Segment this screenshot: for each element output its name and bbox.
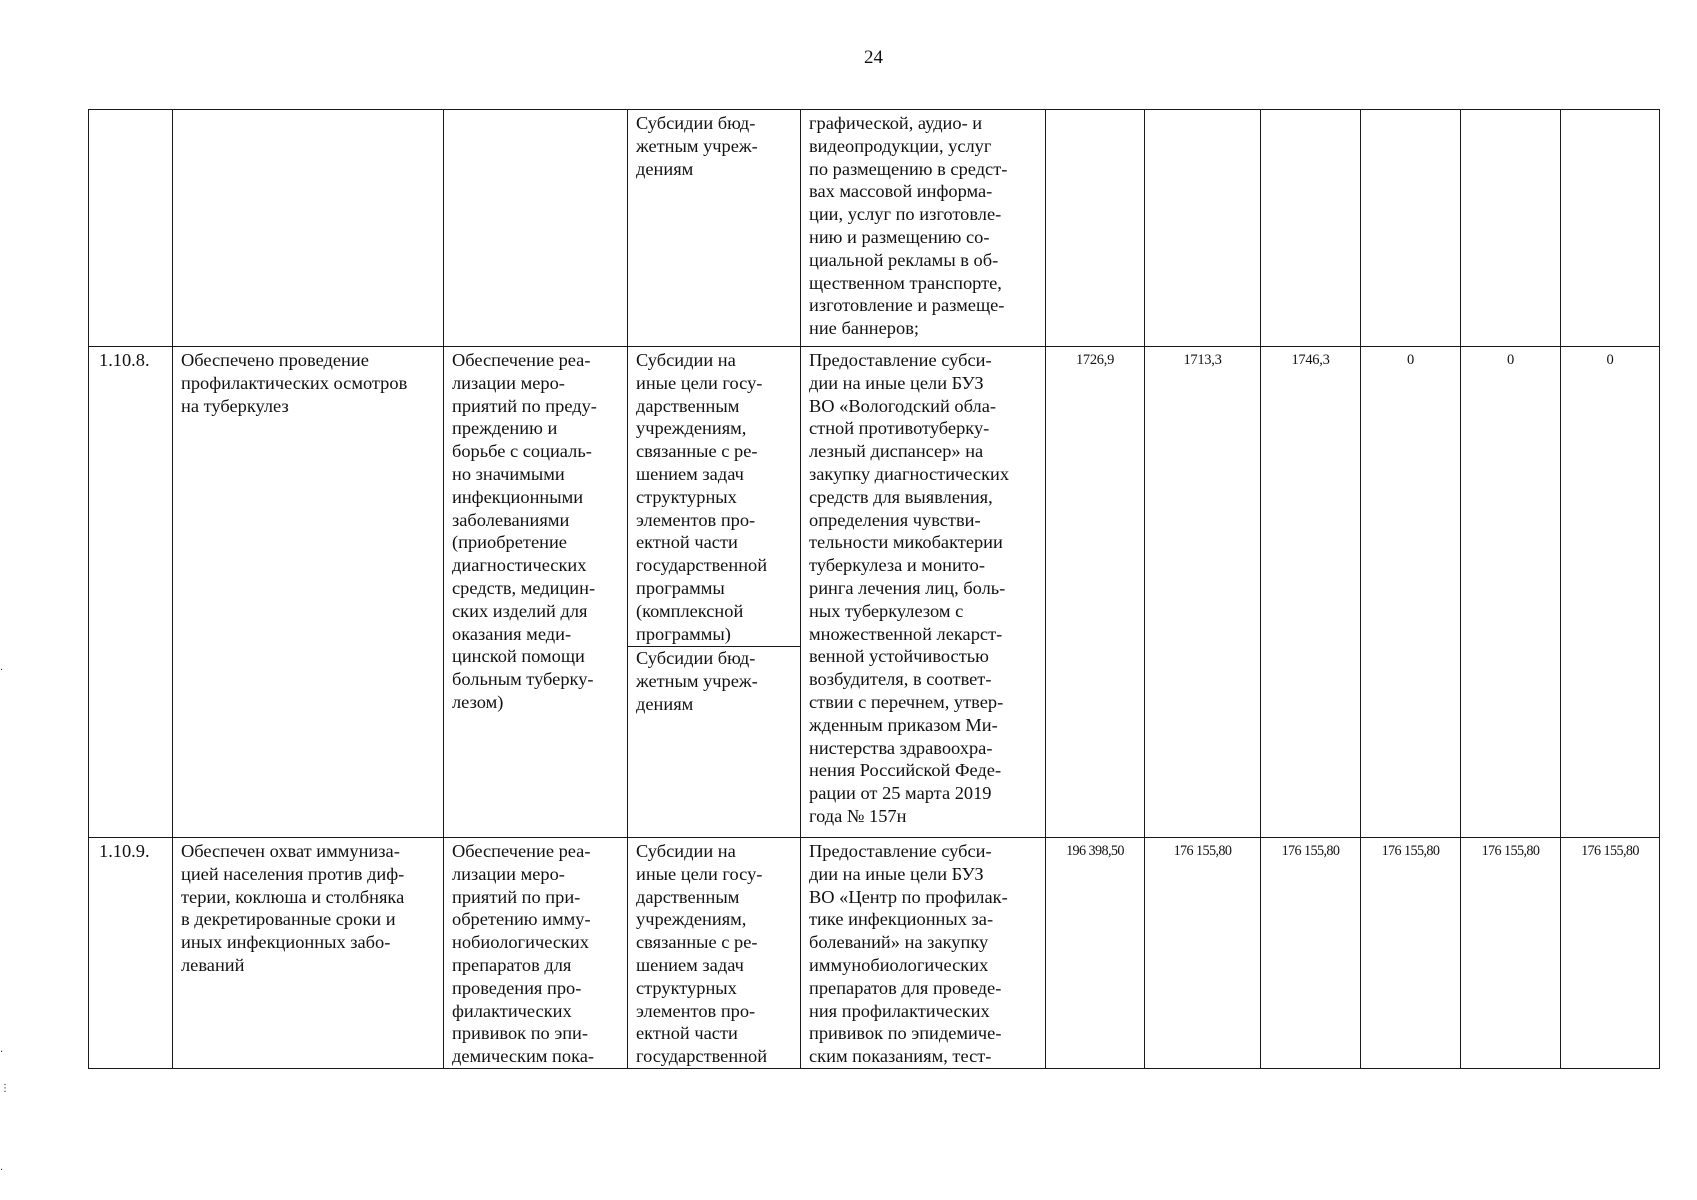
text-line: леваний — [181, 954, 245, 975]
text-line: препаратов для проведе- — [809, 977, 1002, 998]
text-line: ским показаниям, тест- — [809, 1046, 992, 1067]
text-line: программы — [636, 577, 725, 598]
text-line: связанные с ре- — [636, 932, 758, 953]
text-line: заболеваниями — [452, 509, 570, 530]
text-line: видеопродукции, услуг — [809, 135, 992, 156]
cell-value — [1145, 110, 1261, 347]
cell-value — [1561, 110, 1660, 347]
text-line: на туберкулез — [181, 395, 289, 416]
text-line: тике инфекционных за- — [809, 909, 994, 930]
text-line: средств, медицин- — [452, 577, 596, 598]
text-line: ектной части — [636, 1023, 738, 1044]
text-line: но значимыми — [452, 463, 565, 484]
text-line: государственной — [636, 1046, 768, 1067]
margin-mark: · — [0, 665, 4, 676]
margin-mark: · — [0, 1047, 4, 1058]
text-line: цией населения против диф- — [181, 863, 405, 884]
text-line: нобиологических — [452, 932, 589, 953]
text-line: проведения про- — [452, 977, 582, 998]
text-line: шением задач — [636, 954, 744, 975]
text-line: (комплексной — [636, 600, 744, 621]
text-line: средств для выявления, — [809, 486, 993, 507]
text-line: диагностических — [452, 555, 587, 576]
text-line: Предоставление субси- — [809, 350, 992, 370]
text-line: программы) — [636, 623, 731, 644]
text-line: инфекционными — [452, 486, 584, 507]
cell-value — [1261, 110, 1361, 347]
text-line: ции, услуг по изготовле- — [809, 204, 1002, 225]
text-line: оказания меди- — [452, 623, 572, 644]
cell-event — [444, 110, 628, 347]
text-line: возбудителя, в соответ- — [809, 669, 992, 690]
text-line: туберкулеза и монито- — [809, 555, 985, 576]
text-line: венной устойчивостью — [809, 646, 989, 667]
text-line: жденным приказом Ми- — [809, 714, 998, 735]
text-line: лизации меро- — [452, 863, 565, 884]
cell-funding — [628, 110, 801, 347]
text-line: дениям — [636, 693, 694, 714]
text-line: дии на иные цели БУЗ — [809, 372, 984, 393]
text-line: ВО «Центр по профилак- — [809, 886, 1008, 907]
text-line: Субсидии на — [636, 841, 736, 861]
text-line: в декретированные сроки и — [181, 909, 396, 930]
text-line: Субсидии на — [636, 350, 736, 370]
text-line: Субсидии бюд- — [636, 648, 756, 669]
text-line: вах массовой информа- — [809, 181, 993, 202]
text-line: дарственным — [636, 886, 740, 907]
cell-event — [444, 838, 628, 1069]
cell-value — [1046, 110, 1145, 347]
table-row-1-10-9 — [89, 838, 1660, 1069]
cell-number — [89, 110, 173, 347]
text-line: иные цели госу- — [636, 372, 763, 393]
cell-value: 1713,3 — [1145, 347, 1261, 838]
text-line: приятий по при- — [452, 886, 581, 907]
text-line: ектной части — [636, 532, 738, 553]
page-number: 24 — [864, 47, 883, 68]
text-line: иные цели госу- — [636, 863, 763, 884]
text-line: Обеспечено проведение — [181, 350, 369, 370]
text-line: демическим пока- — [452, 1046, 595, 1067]
text-line: тельности микобактерии — [809, 532, 1003, 553]
text-line: связанные с ре- — [636, 441, 758, 462]
text-line: цинской помощи — [452, 646, 585, 667]
text-line: терии, коклюша и столбняка — [181, 886, 405, 907]
text-line: ных туберкулезом с — [809, 600, 964, 621]
text-line: щественном транспорте, — [809, 272, 1002, 293]
text-line: иных инфекционных забо- — [181, 932, 391, 953]
text-line: приятий по преду- — [452, 395, 597, 416]
program-table — [88, 109, 1660, 1069]
text-line: Субсидии бюд- — [636, 113, 756, 133]
cell-number: 1.10.8. — [89, 347, 173, 838]
cell-funding — [628, 838, 801, 1069]
text-line: (приобретение — [452, 532, 567, 553]
table-row-continuation — [89, 110, 1660, 347]
text-line: дии на иные цели БУЗ — [809, 863, 984, 884]
text-line: нистерства здравоохра- — [809, 737, 993, 758]
text-line: года № 157н — [809, 805, 907, 826]
text-line: дарственным — [636, 395, 740, 416]
cell-value: 176 155,80 — [1561, 838, 1660, 1069]
text-line: нения Российской Феде- — [809, 760, 1002, 781]
text-line: преждению и — [452, 418, 558, 439]
text-line: больным туберку- — [452, 669, 594, 690]
cell-value: 1726,9 — [1046, 347, 1145, 838]
text-line: ствии с перечнем, утвер- — [809, 691, 1004, 712]
text-line: прививок по эпи- — [452, 1023, 589, 1044]
cell-value: 0 — [1361, 347, 1461, 838]
text-line: по размещению в средст- — [809, 158, 1008, 179]
text-line: учреждениям, — [636, 418, 747, 439]
cell-value: 196 398,50 — [1046, 838, 1145, 1069]
text-line: циальной рекламы в об- — [809, 249, 999, 270]
funding-subcell-b — [628, 647, 800, 715]
text-line: учреждениям, — [636, 909, 747, 930]
cell-value — [1361, 110, 1461, 347]
text-line: закупку диагностических — [809, 463, 1010, 484]
text-line: лезный диспансер» на — [809, 441, 984, 462]
text-line: лизации меро- — [452, 372, 565, 393]
cell-result — [173, 347, 444, 838]
cell-number: 1.10.9. — [89, 838, 173, 1069]
text-line: прививок по эпидемиче- — [809, 1023, 1002, 1044]
text-line: болеваний» на закупку — [809, 932, 989, 953]
text-line: ния профилактических — [809, 1000, 990, 1021]
cell-result — [173, 110, 444, 347]
cell-value: 0 — [1561, 347, 1660, 838]
cell-result — [173, 838, 444, 1069]
text-line: государственной — [636, 555, 768, 576]
text-line: Обеспечен охват иммуниза- — [181, 841, 400, 861]
cell-funding — [628, 347, 801, 838]
text-line: дениям — [636, 158, 694, 179]
cell-description — [801, 838, 1046, 1069]
text-line: иммунобиологических — [809, 954, 989, 975]
text-line: шением задач — [636, 463, 744, 484]
text-line: Обеспечение реа- — [452, 841, 591, 861]
text-line: ринга лечения лиц, боль- — [809, 577, 1006, 598]
text-line: структурных — [636, 486, 737, 507]
text-line: ВО «Вологодский обла- — [809, 395, 996, 416]
table-row-1-10-8 — [89, 347, 1660, 838]
text-line: обретению имму- — [452, 909, 591, 930]
text-line: стной противотуберку- — [809, 418, 990, 439]
margin-mark: · — [0, 1165, 4, 1176]
funding-subcell-a — [628, 347, 800, 647]
text-line: лезом) — [452, 691, 504, 712]
text-line: препаратов для — [452, 954, 572, 975]
text-line: жетным учреж- — [636, 135, 758, 156]
cell-value: 176 155,80 — [1145, 838, 1261, 1069]
cell-value: 176 155,80 — [1361, 838, 1461, 1069]
text-line: филактических — [452, 1000, 572, 1021]
margin-mark: ⋮ — [0, 1083, 10, 1094]
text-line: профилактических осмотров — [181, 372, 408, 393]
text-line: Предоставление субси- — [809, 841, 992, 861]
text-line: борьбе с социаль- — [452, 441, 592, 462]
text-line: изготовление и размеще- — [809, 295, 1005, 316]
cell-value: 176 155,80 — [1261, 838, 1361, 1069]
cell-value: 0 — [1461, 347, 1561, 838]
text-line: графической, аудио- и — [809, 113, 983, 133]
text-line: структурных — [636, 977, 737, 998]
text-line: Обеспечение реа- — [452, 350, 591, 370]
cell-description — [801, 347, 1046, 838]
cell-value: 176 155,80 — [1461, 838, 1561, 1069]
text-line: элементов про- — [636, 509, 756, 530]
cell-event — [444, 347, 628, 838]
cell-value: 1746,3 — [1261, 347, 1361, 838]
text-line: жетным учреж- — [636, 671, 758, 692]
text-line: ских изделий для — [452, 600, 588, 621]
text-line: определения чувстви- — [809, 509, 981, 530]
cell-value — [1461, 110, 1561, 347]
text-line: рации от 25 марта 2019 — [809, 783, 992, 804]
text-line: множественной лекарст- — [809, 623, 1003, 644]
text-line: элементов про- — [636, 1000, 756, 1021]
text-line: ние баннеров; — [809, 318, 919, 339]
text-line: нию и размещению со- — [809, 226, 990, 247]
cell-description — [801, 110, 1046, 347]
